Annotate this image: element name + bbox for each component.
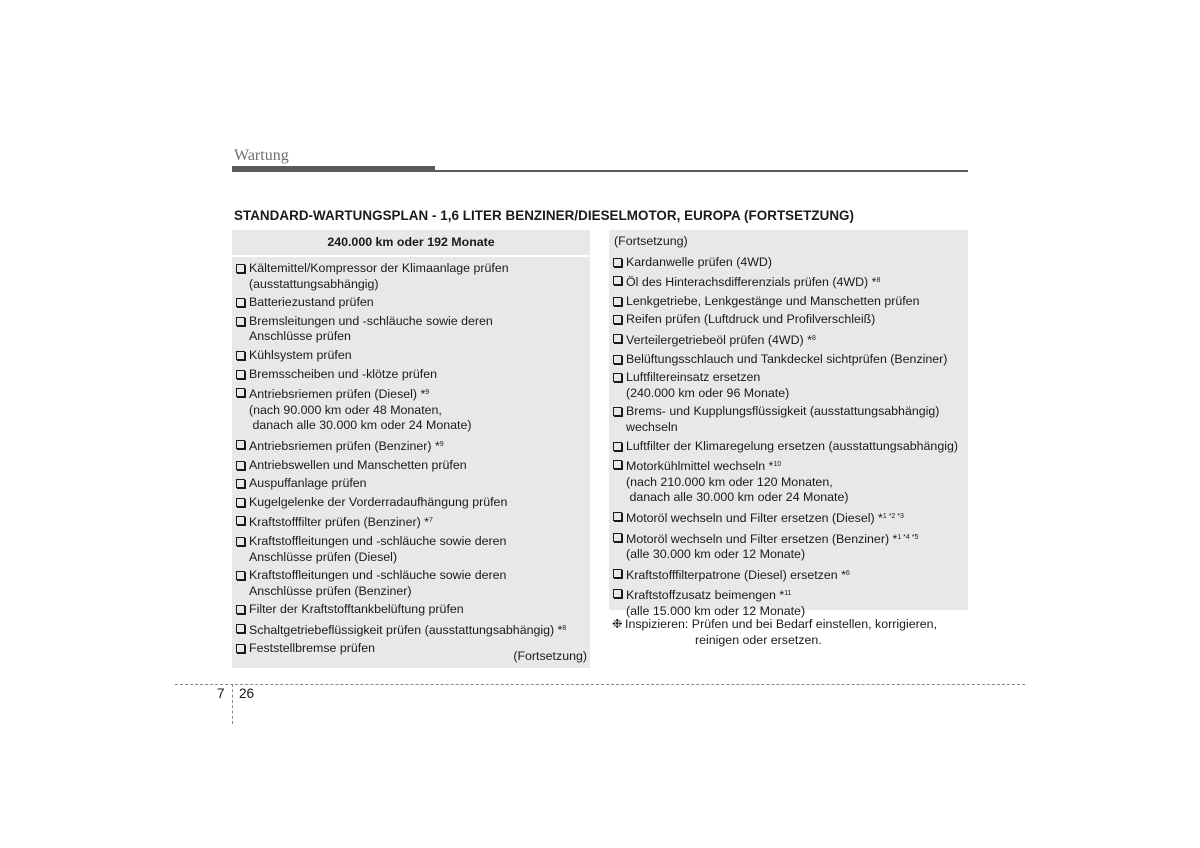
checklist-item-text: Bremsscheiben und -klötze prüfen xyxy=(249,366,438,381)
footnote-text-line2: reinigen oder ersetzen. xyxy=(695,632,822,647)
checklist-item xyxy=(236,621,590,639)
checkbox-icon xyxy=(613,407,622,416)
checkbox-icon xyxy=(236,351,245,360)
checklist-item xyxy=(613,312,968,328)
checklist-item xyxy=(236,261,590,292)
footnote-ref: 8 xyxy=(562,624,567,632)
footnote xyxy=(612,617,966,648)
footnote-ref: 9 xyxy=(425,389,430,397)
checklist-item-text: Antriebsriemen prüfen (Benziner) * xyxy=(249,438,440,453)
checkbox-icon xyxy=(613,569,622,578)
checkbox-icon xyxy=(236,479,245,488)
checkbox-icon xyxy=(236,605,245,614)
checkbox-icon xyxy=(236,624,245,633)
checklist-item xyxy=(236,437,590,455)
checkbox-icon xyxy=(613,512,622,521)
checkbox-icon xyxy=(613,460,622,469)
checkbox-icon xyxy=(236,317,245,326)
checkbox-icon xyxy=(613,442,622,451)
checklist-item-text: Kraftstofffilter prüfen (Benziner) * xyxy=(249,515,429,530)
checklist-item xyxy=(236,495,590,511)
section-title: Wartung xyxy=(234,147,289,164)
checkbox-icon xyxy=(236,370,245,379)
checklist-item-continuation: Anschlüsse prüfen (Benziner) xyxy=(249,583,412,598)
checklist-item xyxy=(613,509,968,527)
checklist-item-text: Kühlsystem prüfen xyxy=(249,347,352,362)
footnote-ref: 10 xyxy=(773,461,782,469)
checklist-item-text: Kraftstoffzusatz beimengen * xyxy=(626,588,785,603)
checkbox-icon xyxy=(613,355,622,364)
checkbox-icon xyxy=(236,537,245,546)
checklist-item-text: Batteriezustand prüfen xyxy=(249,295,374,310)
continued-label-bottom: (Fortsetzung) xyxy=(513,649,587,664)
maintenance-column-left xyxy=(232,230,590,668)
checkbox-icon xyxy=(613,297,622,306)
footer-divider-vertical xyxy=(232,684,233,724)
checklist-item xyxy=(236,534,590,565)
checkbox-icon xyxy=(236,264,245,273)
checklist-item xyxy=(613,255,968,271)
header-rule xyxy=(232,170,968,172)
checklist-item-continuation: (240.000 km oder 96 Monate) xyxy=(626,385,790,400)
chapter-number: 7 xyxy=(217,686,225,701)
checkbox-icon xyxy=(613,276,622,285)
footnote-ref: 6 xyxy=(845,569,850,577)
checklist-item xyxy=(236,602,590,618)
checklist-item-continuation: wechseln xyxy=(626,419,678,434)
footnote-ref: 9 xyxy=(439,440,444,448)
footer-divider xyxy=(175,684,1025,685)
checklist-item xyxy=(236,476,590,492)
checklist-item-text: Reifen prüfen (Luftdruck und Profilverschleiß) xyxy=(626,312,876,327)
checklist-item xyxy=(236,348,590,364)
checklist-item-text: Kugelgelenke der Vorderradaufhängung prüfen xyxy=(249,494,508,509)
checklist-item-continuation: (alle 15.000 km oder 12 Monate) xyxy=(626,603,806,618)
continued-label-top: (Fortsetzung) xyxy=(614,234,688,248)
footnote-text: Inspizieren: Prüfen und bei Bedarf einstellen, korrigieren, xyxy=(625,617,938,631)
checklist-item xyxy=(613,294,968,310)
checklist-item-text: Feststellbremse prüfen xyxy=(249,641,376,656)
checklist-item xyxy=(236,513,590,531)
checkbox-icon xyxy=(613,589,622,598)
checklist-item-text: Motoröl wechseln und Filter ersetzen (Benziner) * xyxy=(626,531,898,546)
checkbox-icon xyxy=(236,498,245,507)
checklist-item-continuation: (nach 210.000 km oder 120 Monaten, xyxy=(626,474,833,489)
page-number: 26 xyxy=(239,686,255,701)
checkbox-icon xyxy=(613,258,622,267)
checklist-item-continuation: (ausstattungsabhängig) xyxy=(249,276,379,291)
checklist-item-text: Luftfiltereinsatz ersetzen xyxy=(626,370,761,385)
checkbox-icon xyxy=(236,388,245,397)
checklist-item-text: Kraftstoffleitungen und -schläuche sowie deren xyxy=(249,568,507,583)
checklist-item xyxy=(236,314,590,345)
checklist-item-continuation: Anschlüsse prüfen xyxy=(249,329,351,344)
checkbox-icon xyxy=(236,644,245,653)
checklist-item-text: Öl des Hinterachsdifferenzials prüfen (4WD) * xyxy=(626,275,877,290)
footnote-ref: 1 *2 *3 xyxy=(882,512,904,520)
checklist-item xyxy=(613,404,968,435)
checklist-item xyxy=(236,367,590,383)
checklist-item-text: Motorkühlmittel wechseln * xyxy=(626,459,774,474)
checklist-item xyxy=(613,439,968,455)
checklist-item-text: Auspuffanlage prüfen xyxy=(249,476,367,491)
footnote-ref: 11 xyxy=(784,590,792,598)
checklist-item xyxy=(613,370,968,401)
checklist-item-continuation: Anschlüsse prüfen (Diesel) xyxy=(249,549,398,564)
checklist-item-continuation: danach alle 30.000 km oder 24 Monate) xyxy=(249,418,472,433)
checkbox-icon xyxy=(236,298,245,307)
checklist-item xyxy=(613,273,968,291)
checklist-item-text: Antriebsriemen prüfen (Diesel) * xyxy=(249,387,426,402)
checklist-item xyxy=(236,385,590,434)
checklist-item xyxy=(613,566,968,584)
checklist-item xyxy=(613,530,968,563)
checklist-item-text: Lenkgetriebe, Lenkgestänge und Manschetten prüfen xyxy=(626,293,920,308)
footnote-ref: 8 xyxy=(876,277,881,285)
checkbox-icon xyxy=(236,571,245,580)
checklist-item-text: Kältemittel/Kompressor der Klimaanlage prüfen xyxy=(249,261,509,275)
checklist-item-continuation: (alle 30.000 km oder 12 Monate) xyxy=(626,547,806,562)
checklist-left xyxy=(232,257,590,657)
checklist-item xyxy=(613,457,968,506)
checklist-item-continuation: (nach 90.000 km oder 48 Monaten, xyxy=(249,402,442,417)
checklist-item-text: Belüftungsschlauch und Tankdeckel sichtprüfen (Benziner) xyxy=(626,351,948,366)
checklist-item-continuation: danach alle 30.000 km oder 24 Monate) xyxy=(626,490,849,505)
checklist-item-text: Filter der Kraftstofftankbelüftung prüfen xyxy=(249,602,464,617)
checklist-item-text: Kraftstoffleitungen und -schläuche sowie deren xyxy=(249,533,507,548)
checklist-item-text: Kraftstofffilterpatrone (Diesel) ersetzen * xyxy=(626,567,846,582)
page-heading: STANDARD-WARTUNGSPLAN - 1,6 LITER BENZINER/DIESELMOTOR, EUROPA (FORTSETZUNG) xyxy=(234,208,855,223)
checklist-item xyxy=(236,458,590,474)
maintenance-column-right xyxy=(609,230,968,618)
checklist-right xyxy=(609,255,968,620)
checklist-item-text: Kardanwelle prüfen (4WD) xyxy=(626,254,772,269)
checklist-item xyxy=(236,295,590,311)
checkbox-icon xyxy=(236,516,245,525)
checklist-item-text: Brems- und Kupplungsflüssigkeit (ausstattungsabhängig) xyxy=(626,404,940,419)
checklist-item-text: Luftfilter der Klimaregelung ersetzen (ausstattungsabhängig) xyxy=(626,438,958,453)
snowflake-icon: ❉ xyxy=(612,617,623,631)
checkbox-icon xyxy=(236,461,245,470)
checklist-item-text: Motoröl wechseln und Filter ersetzen (Diesel) * xyxy=(626,510,883,525)
checklist-item xyxy=(613,586,968,619)
checkbox-icon xyxy=(236,440,245,449)
checklist-item-text: Antriebswellen und Manschetten prüfen xyxy=(249,457,467,472)
checklist-item xyxy=(613,352,968,368)
checklist-item-text: Schaltgetriebeflüssigkeit prüfen (ausstattungsabhängig) * xyxy=(249,622,563,637)
checkbox-icon xyxy=(613,315,622,324)
footnote-ref: 8 xyxy=(811,334,816,342)
checkbox-icon xyxy=(613,533,622,542)
interval-heading: 240.000 km oder 192 Monate xyxy=(232,230,590,257)
footnote-ref: 1 *4 *5 xyxy=(897,533,919,541)
checklist-item-text: Verteilergetriebeöl prüfen (4WD) * xyxy=(626,332,812,347)
checklist-item xyxy=(613,331,968,349)
checkbox-icon xyxy=(613,373,622,382)
checklist-item-text: Bremsleitungen und -schläuche sowie deren xyxy=(249,313,493,328)
footnote-ref: 7 xyxy=(428,517,433,525)
checkbox-icon xyxy=(613,334,622,343)
checklist-item xyxy=(236,568,590,599)
